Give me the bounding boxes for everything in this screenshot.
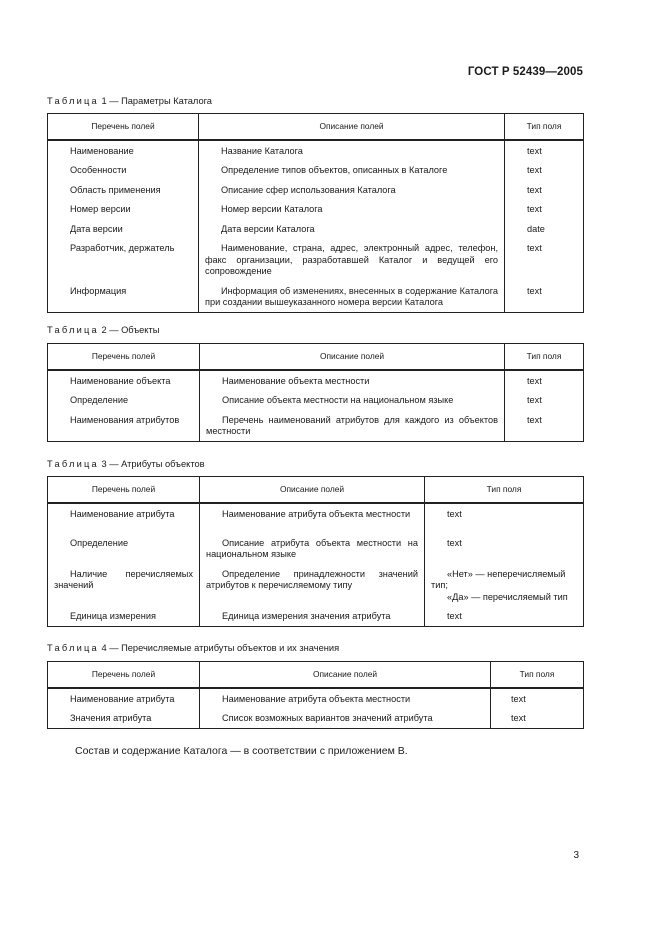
table-row (48, 564, 584, 607)
cell-type: text (527, 395, 542, 405)
table-row (48, 370, 584, 391)
cell-field: Единица измерения (70, 611, 156, 621)
table4-header-type: Тип поля (491, 662, 584, 688)
cell-type: text (527, 145, 542, 156)
cell-type: text (527, 375, 542, 386)
table-row (48, 503, 584, 533)
table1-header-type: Тип поля (505, 114, 584, 140)
cell-description: Наименование объекта местности (222, 375, 370, 386)
table1-header-fields: Перечень полей (48, 114, 199, 140)
table4-header-description: Описание полей (200, 662, 491, 688)
cell-field: Область применения (70, 184, 161, 195)
cell-description: Наименование, страна, адрес, электронный адрес, телефон, факс организации, разработавшей Каталог и ведущей его сопровождение (205, 243, 498, 276)
cell-description: Определение принадлежности значений атрибутов к перечисляемому типу (206, 568, 418, 590)
cell-type: text (447, 537, 462, 548)
cell-description: Определение типов объектов, описанных в Каталоге (221, 165, 448, 175)
table-row (48, 160, 584, 180)
cell-field: Информация (70, 285, 127, 296)
table1-caption: Таблица 1 — Параметры Каталога (47, 96, 212, 106)
table2-header-type: Тип поля (505, 344, 584, 370)
closing-note: Состав и содержание Каталога — в соответствии с приложением В. (75, 745, 408, 757)
table-row (48, 606, 584, 626)
cell-field: Наименование (70, 145, 134, 156)
table2-header-fields: Перечень полей (48, 344, 200, 370)
cell-type: text (527, 243, 542, 253)
table-row (48, 708, 584, 728)
cell-description: Номер версии Каталога (221, 204, 323, 214)
table4 (47, 661, 584, 729)
cell-description: Дата версии Каталога (221, 223, 315, 234)
cell-type: date (527, 223, 545, 234)
cell-description: Перечень наименований атрибутов для каждого из объектов местности (206, 414, 498, 436)
table-row (48, 688, 584, 709)
cell-field: Наименование атрибута (70, 508, 175, 519)
cell-description: Список возможных вариантов значений атрибута (222, 713, 433, 723)
cell-type (425, 564, 583, 607)
table3 (47, 476, 584, 627)
table2-header-description: Описание полей (200, 344, 505, 370)
cell-field: Наличие перечисляемых значений (54, 568, 193, 590)
cell-description: Единица измерения значения атрибута (222, 611, 391, 621)
cell-description: Наименование атрибута объекта местности (222, 508, 411, 519)
table-row (48, 140, 584, 161)
table-row (48, 410, 584, 442)
cell-type: text (527, 285, 542, 296)
standard-designation: ГОСТ Р 52439—2005 (467, 66, 583, 78)
cell-field: Особенности (70, 165, 127, 175)
table-row (48, 238, 584, 281)
table-row (48, 390, 584, 410)
cell-description: Название Каталога (221, 145, 303, 156)
table2-caption: Таблица 2 — Объекты (47, 325, 160, 335)
table-row (48, 180, 584, 200)
cell-field: Наименование объекта (70, 375, 171, 386)
cell-type: text (527, 184, 542, 195)
table1-header-description: Описание полей (199, 114, 505, 140)
table3-caption: Таблица 3 — Атрибуты объектов (47, 459, 205, 469)
table4-header-fields: Перечень полей (48, 662, 200, 688)
cell-description: Информация об изменениях, внесенных в содержание Каталога при создании вышеуказанного номера версии Каталога (205, 285, 498, 307)
cell-type: text (527, 204, 542, 214)
cell-field: Значения атрибута (70, 713, 152, 723)
table3-header-type: Тип поля (425, 477, 584, 503)
table-row (48, 219, 584, 239)
table1 (47, 113, 584, 313)
cell-field: Определение (70, 395, 129, 405)
cell-description: Описание сфер использования Каталога (221, 184, 396, 195)
cell-description: Описание атрибута объекта местности на национальном языке (206, 537, 418, 559)
cell-type: text (527, 165, 542, 175)
table-row (48, 281, 584, 313)
type-no-value: «Нет» — неперечисляемый тип; (431, 568, 566, 590)
page-number: 3 (573, 850, 579, 861)
cell-field: Определение (70, 537, 129, 548)
table3-header-description: Описание полей (200, 477, 425, 503)
table2 (47, 343, 584, 442)
type-yes-value: «Да» — перечисляемый тип (447, 591, 568, 602)
cell-description: Наименование атрибута объекта местности (222, 693, 411, 704)
table4-caption: Таблица 4 — Перечисляемые атрибуты объектов и их значения (47, 643, 340, 653)
cell-type: text (447, 611, 462, 621)
cell-type: text (511, 693, 526, 704)
cell-field: Наименование атрибута (70, 693, 175, 704)
cell-type: text (447, 508, 462, 519)
cell-field: Номер версии (70, 204, 131, 214)
table3-header-fields: Перечень полей (48, 477, 200, 503)
cell-type: text (527, 414, 542, 425)
cell-type: text (511, 713, 526, 723)
cell-field: Наименования атрибутов (70, 414, 180, 425)
table-row (48, 533, 584, 564)
cell-field: Дата версии (70, 223, 123, 234)
table-row (48, 199, 584, 219)
cell-field: Разработчик, держатель (70, 243, 175, 253)
cell-description: Описание объекта местности на национальном языке (222, 395, 454, 405)
